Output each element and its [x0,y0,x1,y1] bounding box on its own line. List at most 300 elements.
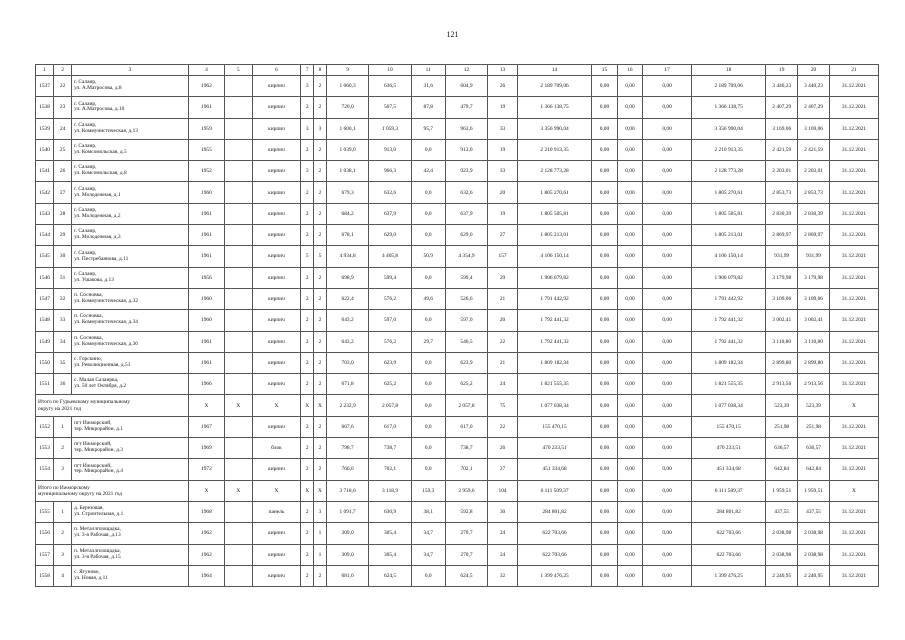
cell-a: 667,6 [326,416,368,437]
cell-mat: панель [252,501,301,522]
cell-registry-number: 1557 [36,544,54,565]
cell-registry-number: 1544 [36,225,54,246]
cell-date: 31.12.2021 [829,203,878,224]
cell-index: 1 [54,501,72,522]
register-table [35,64,879,587]
cell-mat: кирпич [252,416,301,437]
cell-d: 2 057,8 [445,395,487,416]
cell-date: 31.12.2021 [829,374,878,395]
address-line: ул. Новая, д.11 [74,574,108,581]
cell-fl: 2 [301,544,314,565]
table-row [36,438,879,459]
cell-p: 20 [488,182,518,203]
cell-f1: 0,00 [592,459,617,480]
cell-mat: кирпич [252,374,301,395]
address-line: ул. 3-я Рабочая, д.15 [74,553,121,560]
cell-a: 678,1 [326,225,368,246]
cell-b: 966,3 [369,161,411,182]
cell-u2: 1 959,51 [798,480,830,501]
cell-cost: 2 128 773,28 [517,161,591,182]
cell-u2: 2 421,59 [798,139,830,160]
cell-index: 26 [54,161,72,182]
column-number: 20 [798,65,830,76]
cell-address [72,374,189,395]
cell-en: 3 [314,118,327,139]
cell-f3: 0,00 [643,459,692,480]
cell-mat: кирпич [252,97,301,118]
cell-date: X [829,480,878,501]
cell-mat: кирпич [252,565,301,586]
cell-f2: 0,00 [617,352,642,373]
cell-c: 29,7 [411,331,445,352]
address-line: ул. Молодежная, д.2 [74,212,121,219]
cell-u1: 2 913,56 [766,374,798,395]
cell-d: 599,4 [445,267,487,288]
cell-f2: 0,00 [617,331,642,352]
column-number: 9 [326,65,368,76]
cell-address [72,310,189,331]
cell-f1: 0,00 [592,76,617,97]
cell-mat: кирпич [252,139,301,160]
cell-date: 31.12.2021 [829,310,878,331]
cell-en: 2 [314,161,327,182]
cell-cost: 622 703,66 [517,544,591,565]
cell-index: 23 [54,97,72,118]
table-row [36,416,879,437]
cell-c5: X [224,395,252,416]
cell-cost: 622 703,66 [517,523,591,544]
cell-u2: 636,57 [798,438,830,459]
cell-en: 3 [314,501,327,522]
address-line: ул. Коммунистическая, д.32 [74,298,138,305]
cell-date: 31.12.2021 [829,161,878,182]
cell-index: 32 [54,288,72,309]
cell-f1: 0,00 [592,225,617,246]
cell-cost2: 1 792 441,32 [691,310,765,331]
cell-p: 30 [488,501,518,522]
table-row [36,139,879,160]
cell-date: 31.12.2021 [829,97,878,118]
cell-address [72,161,189,182]
cell-registry-number: 1539 [36,118,54,139]
cell-d: 4 354,9 [445,246,487,267]
cell-u1: 2 038,98 [766,544,798,565]
cell-index: 36 [54,374,72,395]
cell-d: 632,6 [445,182,487,203]
cell-c: 95,7 [411,118,445,139]
cell-f3: 0,00 [643,331,692,352]
cell-d: 913,0 [445,139,487,160]
table-row [36,310,879,331]
cell-year: 1960 [188,288,224,309]
cell-c5 [224,97,252,118]
cell-c5 [224,161,252,182]
cell-c5 [224,523,252,544]
cell-cost2: 1 366 138,75 [691,97,765,118]
cell-year: 1956 [188,267,224,288]
cell-index: 35 [54,352,72,373]
cell-mat: X [252,480,301,501]
cell-u1: 3 440,23 [766,76,798,97]
cell-mat: кирпич [252,182,301,203]
cell-b: 630,9 [369,501,411,522]
cell-cost2: 4 106 150,14 [691,246,765,267]
cell-u2: 2 869,97 [798,225,830,246]
cell-p: 157 [488,246,518,267]
cell-year: 1966 [188,374,224,395]
cell-f2: 0,00 [617,139,642,160]
cell-f2: 0,00 [617,523,642,544]
cell-p: 20 [488,310,518,331]
cell-u2: 523,39 [798,395,830,416]
cell-date: 31.12.2021 [829,182,878,203]
address-line: п. Сосновка, [74,334,103,341]
cell-b: 305,4 [369,544,411,565]
cell-index: 30 [54,246,72,267]
cell-b: 624,5 [369,565,411,586]
cell-b: 305,4 [369,523,411,544]
cell-u1: 2 203,01 [766,161,798,182]
table-row [36,225,879,246]
cell-f2: 0,00 [617,288,642,309]
cell-c5 [224,565,252,586]
total-label [36,480,189,501]
cell-index: 4 [54,565,72,586]
cell-u1: 3 179,98 [766,267,798,288]
cell-f1: 0,00 [592,565,617,586]
cell-address [72,118,189,139]
cell-a: 798,7 [326,438,368,459]
cell-a: 1 600,1 [326,118,368,139]
cell-en: 2 [314,331,327,352]
cell-date: 31.12.2021 [829,267,878,288]
cell-p: 33 [488,118,518,139]
cell-a: 679,3 [326,182,368,203]
cell-p: 22 [488,416,518,437]
cell-c: 0,0 [411,310,445,331]
column-number: 13 [488,65,518,76]
cell-f2: 0,00 [617,118,642,139]
cell-index: 29 [54,225,72,246]
cell-a: 720,0 [326,97,368,118]
cell-index: 34 [54,331,72,352]
table-row [36,97,879,118]
cell-b: 599,4 [369,267,411,288]
cell-index: 22 [54,76,72,97]
cell-address [72,438,189,459]
cell-index: 31 [54,267,72,288]
address-line: ул. Коммунистическая, д.13 [74,127,138,134]
cell-u1: 3 110,80 [766,331,798,352]
cell-d: 738,7 [445,438,487,459]
cell-d: 597,0 [445,310,487,331]
cell-address [72,97,189,118]
cell-fl: X [301,395,314,416]
cell-f3: 0,00 [643,182,692,203]
cell-c: 42,4 [411,161,445,182]
cell-year: 1962 [188,76,224,97]
cell-en: 1 [314,523,327,544]
cell-date: 31.12.2021 [829,501,878,522]
cell-cost2: 2 128 773,28 [691,161,765,182]
cell-c5 [224,118,252,139]
total-label-line: округу на 2021 год [38,405,82,412]
address-line: пгт Ижморский, [74,462,112,469]
cell-date: 31.12.2021 [829,225,878,246]
cell-c: 0,0 [411,267,445,288]
cell-c: 50,9 [411,246,445,267]
cell-cost2: 1 077 038,34 [691,395,765,416]
column-number: 1 [36,65,54,76]
cell-address [72,225,189,246]
total-row [36,395,879,416]
cell-u1: 437,55 [766,501,798,522]
address-line: ул. 3-я Рабочая, д.13 [74,532,121,539]
cell-year: 1955 [188,139,224,160]
table-row [36,203,879,224]
cell-cost2: 1 809 182,34 [691,352,765,373]
cell-fl: 2 [301,501,314,522]
cell-registry-number: 1551 [36,374,54,395]
cell-f1: 0,00 [592,416,617,437]
cell-mat: блок [252,438,301,459]
cell-c: 159,3 [411,480,445,501]
cell-year: 1961 [188,203,224,224]
column-number: 3 [72,65,189,76]
cell-p: 24 [488,374,518,395]
cell-u1: 2 038,98 [766,523,798,544]
cell-registry-number: 1558 [36,565,54,586]
address-line: ул. Ушакова, д.13 [74,276,114,283]
cell-cost2: 6 111 509,37 [691,480,765,501]
cell-c: 0,0 [411,203,445,224]
cell-fl: 2 [301,374,314,395]
cell-u2: 3 110,80 [798,331,830,352]
cell-f2: 0,00 [617,246,642,267]
cell-a: 1 060,3 [326,76,368,97]
cell-cost: 451 334,68 [517,459,591,480]
address-line: пгт Ижморский, [74,419,112,426]
cell-a: 2 232,9 [326,395,368,416]
cell-c: 31,6 [411,76,445,97]
cell-date: 31.12.2021 [829,523,878,544]
column-number: 6 [252,65,301,76]
cell-f3: 0,00 [643,310,692,331]
cell-fl: X [301,480,314,501]
cell-p: 19 [488,139,518,160]
table-row [36,246,879,267]
cell-en: 2 [314,374,327,395]
cell-cost: 1 791 442,92 [517,288,591,309]
cell-mat: кирпич [252,161,301,182]
cell-c: 38,1 [411,501,445,522]
cell-date: 31.12.2021 [829,288,878,309]
cell-b: 4 405,8 [369,246,411,267]
cell-cost: 2 189 709,06 [517,76,591,97]
cell-fl: 2 [301,139,314,160]
cell-f3: 0,00 [643,480,692,501]
cell-p: 26 [488,438,518,459]
cell-b: 632,6 [369,182,411,203]
cell-cost: 1 805 505,81 [517,203,591,224]
cell-date: 31.12.2021 [829,544,878,565]
cell-d: 2 959,6 [445,480,487,501]
cell-c5 [224,76,252,97]
table-row [36,76,879,97]
cell-f2: 0,00 [617,438,642,459]
cell-en: 2 [314,76,327,97]
cell-f2: 0,00 [617,374,642,395]
cell-u1: 2 240,95 [766,565,798,586]
cell-cost2: 1 821 555,35 [691,374,765,395]
cell-f3: 0,00 [643,267,692,288]
cell-cost2: 1 805 213,01 [691,225,765,246]
cell-f2: 0,00 [617,565,642,586]
cell-b: 576,2 [369,288,411,309]
cell-d: 479,7 [445,97,487,118]
cell-c5: X [224,480,252,501]
cell-c: 0,0 [411,565,445,586]
cell-c5 [224,139,252,160]
cell-d: 546,5 [445,331,487,352]
cell-year: 1962 [188,544,224,565]
cell-cost: 1 077 038,34 [517,395,591,416]
cell-b: 702,1 [369,459,411,480]
cell-c: 0,0 [411,374,445,395]
cell-f1: 0,00 [592,97,617,118]
cell-u2: 2 853,73 [798,182,830,203]
cell-cost: 1 366 138,75 [517,97,591,118]
address-line: тер. Микрорайон, д.4 [74,468,123,475]
cell-f1: 0,00 [592,161,617,182]
address-line: с. Малая Салаирка, [74,377,119,384]
cell-u2: 2 038,98 [798,523,830,544]
cell-u1: 1 959,51 [766,480,798,501]
address-line: г. Салаир, [74,206,97,213]
cell-en: 2 [314,182,327,203]
address-line: ул. Строительная, д.1 [74,511,124,518]
table-row [36,331,879,352]
cell-c: 0,0 [411,395,445,416]
cell-cost: 3 356 990,04 [517,118,591,139]
cell-c: 34,7 [411,523,445,544]
cell-p: 19 [488,97,518,118]
table-row [36,544,879,565]
address-line: п. Сосновка, [74,313,103,320]
address-line: г. Салаир, [74,121,97,128]
cell-fl: 2 [301,331,314,352]
cell-fl: 2 [301,523,314,544]
cell-en: 2 [314,139,327,160]
cell-f2: 0,00 [617,76,642,97]
cell-c5 [224,438,252,459]
cell-f3: 0,00 [643,395,692,416]
cell-cost2: 1 399 476,25 [691,565,765,586]
address-line: ул. 50 лет Октября, д.2 [74,383,127,390]
cell-a: 643,2 [326,331,368,352]
cell-en: 2 [314,459,327,480]
cell-p: 24 [488,544,518,565]
cell-p: 29 [488,267,518,288]
cell-index: 33 [54,310,72,331]
cell-f2: 0,00 [617,501,642,522]
cell-u1: 2 853,73 [766,182,798,203]
cell-registry-number: 1552 [36,416,54,437]
cell-a: 4 934,8 [326,246,368,267]
cell-a: 1 039,0 [326,139,368,160]
cell-a: 3 718,6 [326,480,368,501]
table-row [36,352,879,373]
address-line: п. Металлплощадка, [74,547,121,554]
cell-f2: 0,00 [617,182,642,203]
cell-cost: 1 792 441,32 [517,310,591,331]
cell-f3: 0,00 [643,118,692,139]
cell-f1: 0,00 [592,523,617,544]
cell-f2: 0,00 [617,267,642,288]
cell-d: 270,7 [445,544,487,565]
cell-b: 623,9 [369,352,411,373]
cell-date: 31.12.2021 [829,331,878,352]
cell-registry-number: 1545 [36,246,54,267]
address-line: с. Горскино, [74,356,103,363]
cell-cost: 4 106 150,14 [517,246,591,267]
cell-index: 28 [54,203,72,224]
cell-p: 24 [488,523,518,544]
cell-registry-number: 1542 [36,182,54,203]
cell-address [72,76,189,97]
cell-mat: кирпич [252,331,301,352]
cell-index: 2 [54,438,72,459]
cell-fl: 2 [301,310,314,331]
address-line: п. Металлплощадка, [74,526,121,533]
cell-en: 2 [314,267,327,288]
cell-year: 1960 [188,310,224,331]
column-number: 14 [517,65,591,76]
cell-date: 31.12.2021 [829,565,878,586]
table-row [36,374,879,395]
address-line: ул. Коммунистическая, д.36 [74,340,138,347]
cell-f3: 0,00 [643,523,692,544]
cell-f2: 0,00 [617,459,642,480]
cell-cost2: 622 703,66 [691,544,765,565]
cell-b: 738,7 [369,438,411,459]
cell-cost2: 1 791 442,92 [691,288,765,309]
cell-f3: 0,00 [643,225,692,246]
cell-fl: 2 [301,416,314,437]
cell-cost: 1 805 270,61 [517,182,591,203]
cell-c: 0,0 [411,139,445,160]
cell-b: 597,0 [369,310,411,331]
address-line: г. Салаир, [74,143,97,150]
cell-f3: 0,00 [643,246,692,267]
cell-mat: кирпич [252,267,301,288]
cell-year: 1968 [188,501,224,522]
cell-date: 31.12.2021 [829,416,878,437]
cell-c5 [224,310,252,331]
cell-en: 2 [314,225,327,246]
cell-year: 1961 [188,331,224,352]
cell-f3: 0,00 [643,544,692,565]
cell-a: 309,0 [326,544,368,565]
cell-registry-number: 1540 [36,139,54,160]
cell-p: 75 [488,395,518,416]
cell-f3: 0,00 [643,352,692,373]
cell-u2: 2 407,29 [798,97,830,118]
cell-f1: 0,00 [592,331,617,352]
cell-registry-number: 1550 [36,352,54,373]
cell-u2: 2 240,95 [798,565,830,586]
column-number: 11 [411,65,445,76]
